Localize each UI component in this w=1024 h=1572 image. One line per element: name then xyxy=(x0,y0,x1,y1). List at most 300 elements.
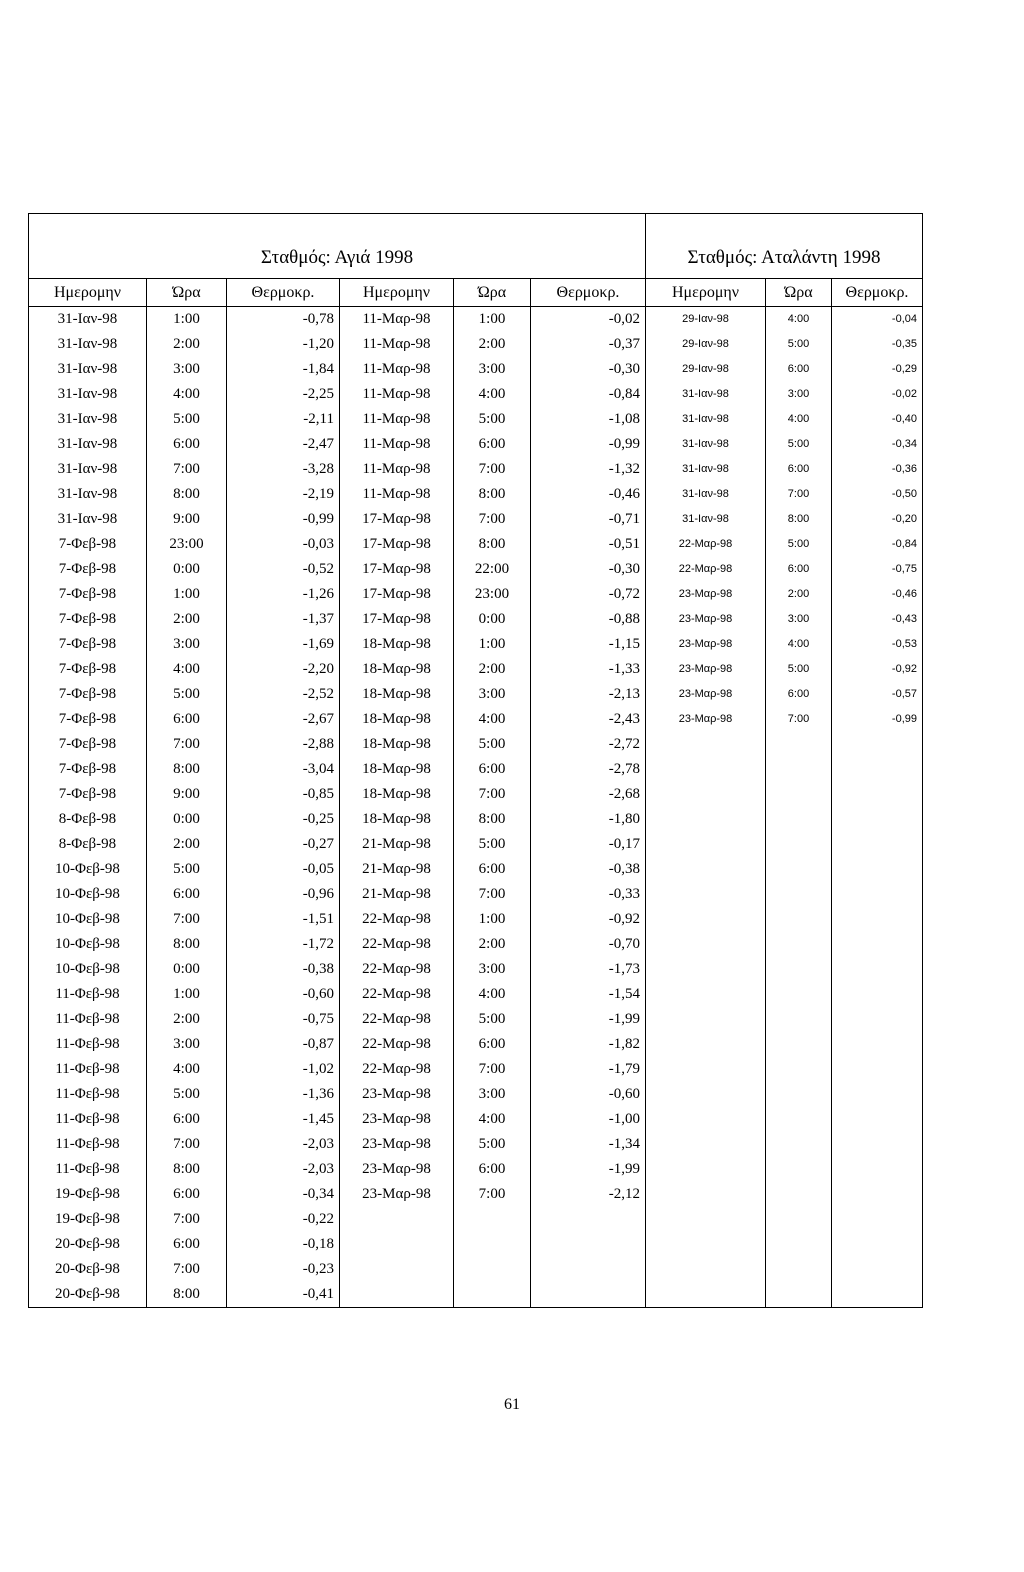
cell-date xyxy=(646,882,766,907)
table-row xyxy=(29,732,923,757)
cell-time: 0:00 xyxy=(147,557,227,582)
cell-time: 8:00 xyxy=(147,482,227,507)
cell-date: 21-Μαρ-98 xyxy=(340,857,454,882)
cell-temp: -0,27 xyxy=(227,832,340,857)
cell-time: 7:00 xyxy=(766,482,832,507)
cell-temp: -0,30 xyxy=(531,557,646,582)
cell-date: 31-Ιαν-98 xyxy=(29,507,147,532)
cell-time xyxy=(766,1232,832,1257)
cell-temp: -1,02 xyxy=(227,1057,340,1082)
cell-time: 1:00 xyxy=(454,907,531,932)
cell-time: 5:00 xyxy=(766,532,832,557)
cell-date: 19-Φεβ-98 xyxy=(29,1207,147,1232)
table-row xyxy=(29,582,923,607)
cell-temp xyxy=(832,1182,923,1207)
cell-time: 1:00 xyxy=(147,582,227,607)
cell-time: 7:00 xyxy=(147,1207,227,1232)
cell-temp xyxy=(832,1057,923,1082)
table-row xyxy=(29,332,923,357)
table-row xyxy=(29,707,923,732)
table-row xyxy=(29,1107,923,1132)
table-row xyxy=(29,857,923,882)
cell-temp xyxy=(832,1232,923,1257)
cell-temp xyxy=(832,832,923,857)
cell-time: 8:00 xyxy=(147,932,227,957)
cell-time xyxy=(766,807,832,832)
cell-time: 7:00 xyxy=(147,1257,227,1282)
cell-temp xyxy=(832,857,923,882)
station-title-row xyxy=(29,214,923,279)
cell-temp: -0,99 xyxy=(832,707,923,732)
cell-date: 31-Ιαν-98 xyxy=(646,482,766,507)
cell-temp xyxy=(531,1207,646,1232)
cell-time: 1:00 xyxy=(454,632,531,657)
table-row xyxy=(29,357,923,382)
cell-time: 4:00 xyxy=(454,707,531,732)
cell-temp: -0,96 xyxy=(227,882,340,907)
cell-date: 23-Μαρ-98 xyxy=(646,607,766,632)
cell-temp: -0,75 xyxy=(832,557,923,582)
cell-temp: -2,19 xyxy=(227,482,340,507)
cell-time: 3:00 xyxy=(147,357,227,382)
cell-date: 23-Μαρ-98 xyxy=(340,1182,454,1207)
cell-temp: -0,99 xyxy=(531,432,646,457)
cell-time xyxy=(766,757,832,782)
cell-temp: -1,32 xyxy=(531,457,646,482)
cell-date xyxy=(340,1207,454,1232)
cell-temp xyxy=(832,957,923,982)
cell-time: 5:00 xyxy=(147,857,227,882)
cell-date: 18-Μαρ-98 xyxy=(340,732,454,757)
cell-date xyxy=(340,1257,454,1282)
cell-date: 22-Μαρ-98 xyxy=(646,557,766,582)
cell-temp: -0,87 xyxy=(227,1032,340,1057)
cell-temp: -0,38 xyxy=(531,857,646,882)
table-row xyxy=(29,1182,923,1207)
table-row xyxy=(29,807,923,832)
cell-temp: -1,73 xyxy=(531,957,646,982)
cell-time: 8:00 xyxy=(454,532,531,557)
cell-temp xyxy=(531,1257,646,1282)
cell-temp: -2,20 xyxy=(227,657,340,682)
cell-date: 11-Φεβ-98 xyxy=(29,1057,147,1082)
cell-time: 3:00 xyxy=(147,1032,227,1057)
cell-temp xyxy=(531,1282,646,1308)
cell-temp: -0,41 xyxy=(227,1282,340,1308)
cell-time: 4:00 xyxy=(147,657,227,682)
cell-temp: -0,37 xyxy=(531,332,646,357)
cell-temp xyxy=(832,1007,923,1032)
cell-date: 7-Φεβ-98 xyxy=(29,582,147,607)
cell-date: 23-Μαρ-98 xyxy=(340,1132,454,1157)
cell-temp: -0,30 xyxy=(531,357,646,382)
cell-temp xyxy=(531,1232,646,1257)
cell-time: 23:00 xyxy=(454,582,531,607)
cell-date xyxy=(646,1232,766,1257)
col-header-time: Ώρα xyxy=(147,279,227,307)
table-row xyxy=(29,482,923,507)
table-row xyxy=(29,882,923,907)
cell-time xyxy=(766,732,832,757)
cell-date: 10-Φεβ-98 xyxy=(29,857,147,882)
cell-time xyxy=(766,1132,832,1157)
cell-temp: -0,03 xyxy=(227,532,340,557)
cell-date: 7-Φεβ-98 xyxy=(29,782,147,807)
cell-time xyxy=(454,1282,531,1308)
table-row xyxy=(29,1232,923,1257)
cell-date xyxy=(646,1257,766,1282)
cell-time: 8:00 xyxy=(454,482,531,507)
cell-time: 8:00 xyxy=(766,507,832,532)
cell-temp xyxy=(832,907,923,932)
cell-time: 1:00 xyxy=(454,307,531,333)
cell-time: 2:00 xyxy=(454,332,531,357)
table-row xyxy=(29,657,923,682)
cell-time: 3:00 xyxy=(766,382,832,407)
cell-date: 17-Μαρ-98 xyxy=(340,507,454,532)
cell-temp xyxy=(832,982,923,1007)
cell-time: 1:00 xyxy=(147,307,227,333)
cell-temp: -0,72 xyxy=(531,582,646,607)
cell-time: 3:00 xyxy=(454,1082,531,1107)
cell-date: 11-Μαρ-98 xyxy=(340,432,454,457)
cell-time: 7:00 xyxy=(147,1132,227,1157)
cell-temp: -0,75 xyxy=(227,1007,340,1032)
cell-temp: -1,99 xyxy=(531,1007,646,1032)
cell-temp: -3,28 xyxy=(227,457,340,482)
col-header-date: Ημερομην xyxy=(29,279,147,307)
table-row xyxy=(29,557,923,582)
cell-temp: -0,46 xyxy=(531,482,646,507)
cell-time: 5:00 xyxy=(147,1082,227,1107)
cell-time: 7:00 xyxy=(147,907,227,932)
cell-date: 18-Μαρ-98 xyxy=(340,632,454,657)
cell-time: 8:00 xyxy=(147,1282,227,1308)
cell-time: 2:00 xyxy=(147,832,227,857)
cell-date: 17-Μαρ-98 xyxy=(340,582,454,607)
cell-date: 23-Μαρ-98 xyxy=(340,1082,454,1107)
table-row xyxy=(29,1057,923,1082)
table-row xyxy=(29,1032,923,1057)
cell-time: 4:00 xyxy=(454,1107,531,1132)
cell-date: 11-Φεβ-98 xyxy=(29,1107,147,1132)
cell-date: 10-Φεβ-98 xyxy=(29,882,147,907)
cell-date: 20-Φεβ-98 xyxy=(29,1257,147,1282)
cell-time: 8:00 xyxy=(454,807,531,832)
temperature-table xyxy=(28,213,923,1308)
cell-date: 11-Μαρ-98 xyxy=(340,332,454,357)
cell-temp: -0,23 xyxy=(227,1257,340,1282)
col-header-temp: Θερμοκρ. xyxy=(832,279,923,307)
table-row xyxy=(29,457,923,482)
cell-time xyxy=(766,957,832,982)
cell-temp: -0,17 xyxy=(531,832,646,857)
cell-time: 5:00 xyxy=(454,1007,531,1032)
cell-time: 6:00 xyxy=(454,1032,531,1057)
cell-date: 11-Φεβ-98 xyxy=(29,1082,147,1107)
cell-time: 3:00 xyxy=(766,607,832,632)
cell-date: 23-Μαρ-98 xyxy=(646,582,766,607)
col-header-temp: Θερμοκρ. xyxy=(531,279,646,307)
table-row xyxy=(29,407,923,432)
cell-temp xyxy=(832,1107,923,1132)
cell-temp: -0,84 xyxy=(832,532,923,557)
cell-date: 11-Μαρ-98 xyxy=(340,307,454,333)
cell-date: 23-Μαρ-98 xyxy=(646,632,766,657)
cell-temp xyxy=(832,782,923,807)
cell-temp: -1,72 xyxy=(227,932,340,957)
cell-temp: -1,80 xyxy=(531,807,646,832)
cell-temp: -0,02 xyxy=(531,307,646,333)
cell-temp: -0,40 xyxy=(832,407,923,432)
cell-time xyxy=(766,1007,832,1032)
cell-date: 31-Ιαν-98 xyxy=(646,507,766,532)
cell-temp: -1,15 xyxy=(531,632,646,657)
cell-date: 11-Φεβ-98 xyxy=(29,1157,147,1182)
cell-temp: -0,60 xyxy=(531,1082,646,1107)
table-row xyxy=(29,982,923,1007)
cell-date: 7-Φεβ-98 xyxy=(29,607,147,632)
cell-temp xyxy=(832,1082,923,1107)
cell-time: 3:00 xyxy=(147,632,227,657)
cell-date: 29-Ιαν-98 xyxy=(646,332,766,357)
cell-date: 18-Μαρ-98 xyxy=(340,782,454,807)
cell-temp: -2,03 xyxy=(227,1157,340,1182)
cell-temp: -1,26 xyxy=(227,582,340,607)
cell-temp: -2,72 xyxy=(531,732,646,757)
cell-temp: -1,69 xyxy=(227,632,340,657)
cell-time: 7:00 xyxy=(454,782,531,807)
cell-date xyxy=(646,1207,766,1232)
cell-temp: -0,51 xyxy=(531,532,646,557)
cell-date: 23-Μαρ-98 xyxy=(646,657,766,682)
cell-time: 7:00 xyxy=(147,457,227,482)
cell-time: 6:00 xyxy=(147,432,227,457)
page-number: 61 xyxy=(504,1396,520,1413)
cell-time: 4:00 xyxy=(766,632,832,657)
cell-temp xyxy=(832,1132,923,1157)
cell-date: 22-Μαρ-98 xyxy=(646,532,766,557)
cell-time xyxy=(766,857,832,882)
cell-date: 10-Φεβ-98 xyxy=(29,932,147,957)
table-row xyxy=(29,307,923,333)
cell-date: 23-Μαρ-98 xyxy=(646,682,766,707)
cell-temp xyxy=(832,732,923,757)
cell-time: 7:00 xyxy=(766,707,832,732)
table-row xyxy=(29,532,923,557)
table-row xyxy=(29,1007,923,1032)
cell-temp: -0,78 xyxy=(227,307,340,333)
col-header-date: Ημερομην xyxy=(340,279,454,307)
cell-date: 31-Ιαν-98 xyxy=(29,382,147,407)
cell-temp: -1,84 xyxy=(227,357,340,382)
cell-time: 9:00 xyxy=(147,507,227,532)
cell-temp: -3,04 xyxy=(227,757,340,782)
cell-date xyxy=(646,1157,766,1182)
cell-date: 20-Φεβ-98 xyxy=(29,1282,147,1308)
cell-temp: -1,45 xyxy=(227,1107,340,1132)
cell-date: 23-Μαρ-98 xyxy=(646,707,766,732)
cell-temp: -0,46 xyxy=(832,582,923,607)
cell-temp: -0,85 xyxy=(227,782,340,807)
cell-temp: -2,11 xyxy=(227,407,340,432)
cell-time xyxy=(766,1182,832,1207)
cell-time xyxy=(766,882,832,907)
cell-temp: -0,33 xyxy=(531,882,646,907)
cell-date xyxy=(646,932,766,957)
cell-date: 7-Φεβ-98 xyxy=(29,757,147,782)
cell-date xyxy=(646,907,766,932)
cell-temp: -2,25 xyxy=(227,382,340,407)
cell-temp xyxy=(832,882,923,907)
cell-temp xyxy=(832,1207,923,1232)
cell-time: 2:00 xyxy=(147,332,227,357)
table-row xyxy=(29,907,923,932)
cell-time xyxy=(766,832,832,857)
cell-date: 22-Μαρ-98 xyxy=(340,932,454,957)
table-row xyxy=(29,1207,923,1232)
cell-date xyxy=(340,1282,454,1308)
cell-date: 8-Φεβ-98 xyxy=(29,807,147,832)
cell-temp: -0,36 xyxy=(832,457,923,482)
cell-time xyxy=(766,907,832,932)
cell-date xyxy=(646,782,766,807)
cell-date: 11-Φεβ-98 xyxy=(29,1132,147,1157)
cell-temp: -0,02 xyxy=(832,382,923,407)
cell-date: 11-Φεβ-98 xyxy=(29,1007,147,1032)
cell-temp: -0,34 xyxy=(227,1182,340,1207)
cell-temp: -0,57 xyxy=(832,682,923,707)
cell-date: 18-Μαρ-98 xyxy=(340,757,454,782)
cell-time: 5:00 xyxy=(147,407,227,432)
cell-date: 22-Μαρ-98 xyxy=(340,907,454,932)
cell-time: 0:00 xyxy=(147,807,227,832)
cell-date: 21-Μαρ-98 xyxy=(340,832,454,857)
cell-temp xyxy=(832,1282,923,1308)
cell-time: 5:00 xyxy=(766,432,832,457)
cell-temp: -1,34 xyxy=(531,1132,646,1157)
cell-date: 7-Φεβ-98 xyxy=(29,682,147,707)
cell-time: 7:00 xyxy=(454,457,531,482)
cell-time xyxy=(766,982,832,1007)
cell-time: 4:00 xyxy=(454,982,531,1007)
cell-date xyxy=(646,757,766,782)
cell-time xyxy=(766,1282,832,1308)
cell-time: 6:00 xyxy=(454,432,531,457)
cell-temp: -0,05 xyxy=(227,857,340,882)
table-row xyxy=(29,432,923,457)
cell-date: 21-Μαρ-98 xyxy=(340,882,454,907)
cell-temp: -1,36 xyxy=(227,1082,340,1107)
cell-temp: -0,71 xyxy=(531,507,646,532)
cell-time: 3:00 xyxy=(454,957,531,982)
cell-date: 23-Μαρ-98 xyxy=(340,1157,454,1182)
cell-temp: -1,82 xyxy=(531,1032,646,1057)
cell-time: 6:00 xyxy=(454,1157,531,1182)
cell-time: 2:00 xyxy=(147,1007,227,1032)
table-row xyxy=(29,1257,923,1282)
cell-date xyxy=(646,1057,766,1082)
cell-date: 23-Μαρ-98 xyxy=(340,1107,454,1132)
col-header-date: Ημερομην xyxy=(646,279,766,307)
cell-date: 10-Φεβ-98 xyxy=(29,957,147,982)
cell-temp: -1,51 xyxy=(227,907,340,932)
cell-temp xyxy=(832,807,923,832)
cell-date: 7-Φεβ-98 xyxy=(29,557,147,582)
station-title-agia: Σταθμός: Αγιά 1998 xyxy=(29,214,646,279)
cell-time: 6:00 xyxy=(147,1107,227,1132)
cell-temp: -2,78 xyxy=(531,757,646,782)
cell-date: 18-Μαρ-98 xyxy=(340,657,454,682)
cell-date: 7-Φεβ-98 xyxy=(29,657,147,682)
cell-time: 8:00 xyxy=(147,1157,227,1182)
table-row xyxy=(29,607,923,632)
cell-temp xyxy=(832,1032,923,1057)
cell-temp xyxy=(832,1157,923,1182)
cell-date: 31-Ιαν-98 xyxy=(29,332,147,357)
cell-date xyxy=(646,1082,766,1107)
cell-time: 6:00 xyxy=(147,1232,227,1257)
cell-date: 8-Φεβ-98 xyxy=(29,832,147,857)
cell-time: 3:00 xyxy=(454,682,531,707)
cell-time xyxy=(766,1057,832,1082)
cell-date xyxy=(340,1232,454,1257)
cell-temp: -0,92 xyxy=(832,657,923,682)
table-row xyxy=(29,632,923,657)
cell-date: 11-Μαρ-98 xyxy=(340,457,454,482)
table-row xyxy=(29,832,923,857)
station-title-atalanti: Σταθμός: Αταλάντη 1998 xyxy=(646,214,923,279)
cell-time: 6:00 xyxy=(766,457,832,482)
cell-time xyxy=(766,1107,832,1132)
cell-date xyxy=(646,1107,766,1132)
cell-time: 4:00 xyxy=(454,382,531,407)
cell-time: 6:00 xyxy=(147,1182,227,1207)
cell-temp: -0,92 xyxy=(531,907,646,932)
cell-temp: -0,53 xyxy=(832,632,923,657)
cell-temp: -0,99 xyxy=(227,507,340,532)
cell-date: 18-Μαρ-98 xyxy=(340,682,454,707)
table-row xyxy=(29,932,923,957)
cell-time: 22:00 xyxy=(454,557,531,582)
cell-time: 4:00 xyxy=(147,382,227,407)
cell-time xyxy=(454,1257,531,1282)
cell-temp: -0,60 xyxy=(227,982,340,1007)
cell-date: 31-Ιαν-98 xyxy=(29,457,147,482)
cell-time: 1:00 xyxy=(147,982,227,1007)
cell-time: 5:00 xyxy=(147,682,227,707)
cell-time: 7:00 xyxy=(454,882,531,907)
cell-time: 2:00 xyxy=(454,932,531,957)
cell-date: 17-Μαρ-98 xyxy=(340,607,454,632)
cell-time: 6:00 xyxy=(147,707,227,732)
cell-time: 4:00 xyxy=(766,307,832,333)
cell-temp: -2,43 xyxy=(531,707,646,732)
cell-date: 22-Μαρ-98 xyxy=(340,1057,454,1082)
cell-time: 4:00 xyxy=(766,407,832,432)
cell-date: 7-Φεβ-98 xyxy=(29,732,147,757)
cell-time: 2:00 xyxy=(147,607,227,632)
cell-time: 6:00 xyxy=(766,682,832,707)
cell-time: 5:00 xyxy=(454,732,531,757)
cell-time: 5:00 xyxy=(454,832,531,857)
table-row xyxy=(29,957,923,982)
col-header-temp: Θερμοκρ. xyxy=(227,279,340,307)
cell-temp: -0,38 xyxy=(227,957,340,982)
cell-time xyxy=(766,1157,832,1182)
cell-time xyxy=(766,1082,832,1107)
cell-temp: -1,00 xyxy=(531,1107,646,1132)
